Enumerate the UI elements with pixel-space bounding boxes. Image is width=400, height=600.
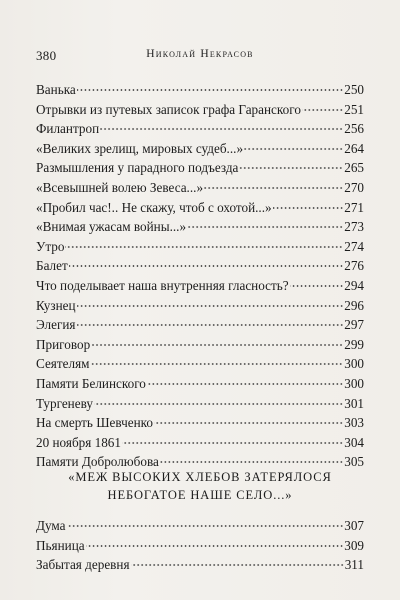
toc-leader-dots <box>187 226 343 228</box>
toc-leader-dots <box>147 383 343 385</box>
toc-entry-title: Памяти Белинского <box>36 375 146 391</box>
toc-leader-dots <box>302 109 343 111</box>
toc-entry-title: Кузнец <box>36 297 76 313</box>
toc-entry-page: 311 <box>344 557 364 573</box>
toc-leader-dots <box>65 246 343 248</box>
toc-leader-dots <box>290 285 344 287</box>
page-number: 380 <box>36 48 57 63</box>
toc-entry <box>36 296 364 316</box>
toc-entry-page: 270 <box>344 179 364 195</box>
toc-entry <box>36 354 364 374</box>
toc-entry <box>36 276 364 296</box>
section-heading-line-2: НЕБОГАТОЕ НАШЕ СЕЛО...» <box>107 488 293 502</box>
toc-entry <box>36 335 364 355</box>
toc-entry-title: Отрывки из путевых записок графа Гаранского <box>36 101 301 117</box>
table-of-contents <box>36 80 364 472</box>
toc-entry <box>36 394 364 414</box>
toc-entry-title: Пьяница <box>36 537 85 553</box>
toc-leader-dots <box>94 403 343 405</box>
toc-entry-page: 303 <box>344 415 364 431</box>
toc-entry-page: 250 <box>344 82 364 97</box>
toc-entry <box>36 374 364 394</box>
toc-entry-page: 307 <box>344 518 364 533</box>
toc-entry-page: 256 <box>344 121 364 137</box>
toc-entry-title: Ванька <box>36 82 76 97</box>
toc-entry-title: Размышления у парадного подъезда <box>36 160 239 176</box>
toc-entry-page: 299 <box>344 336 364 352</box>
toc-entry-title: Что поделывает наша внутренняя гласность? <box>36 277 289 293</box>
toc-leader-dots <box>90 363 343 365</box>
toc-entry-title: Утро <box>36 238 65 254</box>
toc-entry-page: 294 <box>344 277 364 293</box>
toc-entry-page: 305 <box>344 454 364 470</box>
toc-entry-title: «Внимая ужасам войны...» <box>36 219 187 235</box>
toc-leader-dots <box>77 324 344 326</box>
toc-entry-title: Тургеневу <box>36 395 93 411</box>
toc-entry-page: 274 <box>344 238 364 254</box>
toc-entry-page: 300 <box>344 375 364 391</box>
toc-entry <box>36 555 364 575</box>
toc-entry <box>36 315 364 335</box>
toc-entry-title: «Всевышней волею Зевеса...» <box>36 179 204 195</box>
toc-entry-title: Филантроп <box>36 121 100 137</box>
toc-leader-dots <box>77 89 343 91</box>
toc-entry-page: 265 <box>344 160 364 176</box>
toc-leader-dots <box>273 207 344 209</box>
toc-entry <box>36 119 364 139</box>
toc-entry-page: 300 <box>344 356 364 372</box>
toc-leader-dots <box>131 564 344 566</box>
toc-entry <box>36 516 364 536</box>
toc-leader-dots <box>91 344 343 346</box>
toc-leader-dots <box>122 442 343 444</box>
running-head: Николай Некрасов <box>146 48 254 60</box>
toc-entry-title: Элегия <box>36 317 76 333</box>
toc-entry-page: 304 <box>344 434 364 450</box>
toc-entry <box>36 217 364 237</box>
toc-entry <box>36 80 364 100</box>
toc-entry-title: Забытая деревня <box>36 557 130 573</box>
section-heading <box>36 468 364 504</box>
toc-entry-title: Балет <box>36 258 68 274</box>
toc-entry-page: 251 <box>344 101 364 117</box>
toc-entry <box>36 413 364 433</box>
toc-entry-title: На смерть Шевченко <box>36 415 153 431</box>
toc-entry-title: Приговор <box>36 336 91 352</box>
toc-entry-page: 273 <box>344 219 364 235</box>
toc-entry-page: 264 <box>344 140 364 156</box>
toc-entry-title: 20 ноября 1861 <box>36 434 121 450</box>
toc-leader-dots <box>244 148 343 150</box>
toc-entry-page: 309 <box>344 537 364 553</box>
toc-entry-page: 271 <box>344 199 364 215</box>
toc-entry <box>36 139 364 159</box>
toc-leader-dots <box>239 167 343 169</box>
toc-entry-title: Памяти Добролюбова <box>36 454 159 470</box>
toc-entry-page: 301 <box>344 395 364 411</box>
toc-entry-title: «Пробил час!.. Не скажу, чтоб с охотой...» <box>36 199 272 215</box>
toc-entry <box>36 433 364 453</box>
toc-leader-dots <box>86 545 344 547</box>
section-heading-line-1: «МЕЖ ВЫСОКИХ ХЛЕБОВ ЗАТЕРЯЛОСЯ <box>68 470 332 484</box>
page-header <box>36 48 364 64</box>
toc-leader-dots <box>69 265 343 267</box>
toc-leader-dots <box>204 187 343 189</box>
toc-entry <box>36 158 364 178</box>
toc-entry <box>36 237 364 257</box>
toc-entry-page: 276 <box>344 258 364 274</box>
toc-leader-dots <box>67 525 344 527</box>
toc-entry <box>36 536 364 556</box>
toc-leader-dots <box>154 422 343 424</box>
toc-leader-dots <box>77 305 344 307</box>
toc-leader-dots <box>100 128 343 130</box>
toc-entry <box>36 178 364 198</box>
toc-entry <box>36 100 364 120</box>
toc-entry-title: Сеятелям <box>36 356 90 372</box>
toc-leader-dots <box>160 461 343 463</box>
toc-entry-title: Дума <box>36 518 66 533</box>
toc-entry <box>36 198 364 218</box>
table-of-contents-section <box>36 516 364 575</box>
toc-entry-page: 296 <box>344 297 364 313</box>
toc-entry-page: 297 <box>344 317 364 333</box>
toc-entry-title: «Великих зрелищ, мировых судеб...» <box>36 140 244 156</box>
toc-entry <box>36 256 364 276</box>
